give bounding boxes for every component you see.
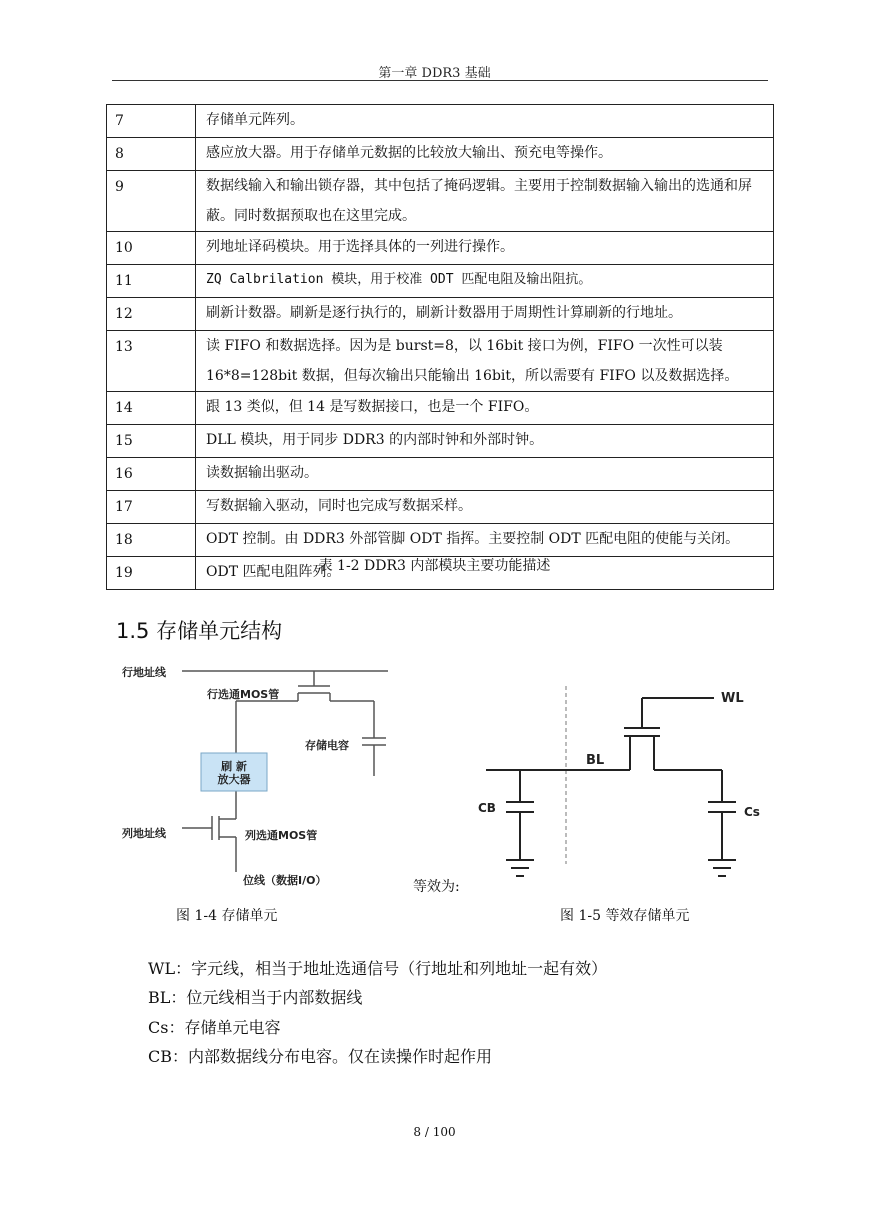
table-row [107, 105, 774, 138]
row-number: 15 [107, 425, 196, 458]
table-caption: 表 1-2 DDR3 内部模块主要功能描述 [318, 558, 551, 574]
equivalent-label: 等效为: [413, 879, 460, 895]
row-description: 写数据输入驱动，同时也完成写数据采样。 [196, 491, 774, 524]
row-number: 16 [107, 458, 196, 491]
table-row [107, 491, 774, 524]
row-description: DLL 模块，用于同步 DDR3 的内部时钟和外部时钟。 [196, 425, 774, 458]
table-row [107, 392, 774, 425]
table-row [107, 232, 774, 265]
row-description: 跟 13 类似，但 14 是写数据接口，也是一个 FIFO。 [196, 392, 774, 425]
bl-label: BL [586, 753, 605, 768]
row-description: 刷新计数器。刷新是逐行执行的，刷新计数器用于周期性计算刷新的行地址。 [196, 298, 774, 331]
row-number: 13 [107, 331, 196, 392]
column-address-line-label: 列地址线 [122, 827, 166, 840]
bit-line-label: 位线（数据I/O） [243, 874, 327, 887]
row-address-line-label: 行地址线 [122, 666, 166, 679]
row-number: 10 [107, 232, 196, 265]
table-row [107, 331, 774, 392]
row-description: ODT 控制。由 DDR3 外部管脚 ODT 指挥。主要控制 ODT 匹配电阻的使能与关闭。 [196, 524, 774, 557]
table-row [107, 458, 774, 491]
cb-label: CB [478, 801, 496, 815]
row-description: 感应放大器。用于存储单元数据的比较放大输出、预充电等操作。 [196, 138, 774, 171]
row-select-mos-label: 行选通MOS管 [207, 688, 280, 701]
figure-caption-right: 图 1-5 等效存储单元 [560, 908, 690, 924]
row-number: 9 [107, 171, 196, 232]
table-row [107, 138, 774, 171]
equivalent-cell-schematic [486, 698, 736, 876]
row-description: 列地址译码模块。用于选择具体的一列进行操作。 [196, 232, 774, 265]
section-title: 1.5 存储单元结构 [116, 619, 283, 643]
refresh-amp-label-line1: 刷 新 [221, 760, 247, 773]
running-header: 第一章 DDR3 基础 [378, 66, 491, 81]
note-bl: BL：位元线相当于内部数据线 [148, 988, 363, 1007]
note-cs: Cs：存储单元电容 [148, 1018, 281, 1037]
row-number: 17 [107, 491, 196, 524]
row-number: 14 [107, 392, 196, 425]
refresh-amp-label-line2: 放大器 [217, 773, 251, 786]
cs-label: Cs [744, 805, 760, 819]
row-number: 11 [107, 265, 196, 298]
row-number: 18 [107, 524, 196, 557]
header-rule [112, 80, 768, 81]
row-number: 7 [107, 105, 196, 138]
table-row [107, 425, 774, 458]
wl-label: WL [721, 691, 744, 706]
row-description: 数据线输入和输出锁存器，其中包括了掩码逻辑。主要用于控制数据输入输出的选通和屏蔽。同时数据预取也在这里完成。 [196, 171, 774, 232]
row-description: 读 FIFO 和数据选择。因为是 burst=8，以 16bit 接口为例，FIFO 一次性可以装16*8=128bit 数据，但每次输出只能输出 16bit，所以需要有 FIFO 以及数据选择。 [196, 331, 774, 392]
row-description: ODT 匹配电阻阵列。 [196, 557, 774, 590]
note-wl: WL：字元线，相当于地址选通信号（行地址和列地址一起有效） [148, 959, 608, 978]
row-description: ZQ Calbrilation 模块，用于校准 ODT 匹配电阻及输出阻抗。 [196, 265, 774, 298]
row-description: 读数据输出驱动。 [196, 458, 774, 491]
table-row [107, 298, 774, 331]
row-number: 8 [107, 138, 196, 171]
table-row [107, 265, 774, 298]
column-select-mos-label: 列选通MOS管 [245, 829, 318, 842]
row-number: 12 [107, 298, 196, 331]
row-description: 存储单元阵列。 [196, 105, 774, 138]
function-table [106, 104, 774, 590]
memory-cell-figures [0, 650, 869, 910]
page-number: 8 / 100 [413, 1125, 456, 1139]
table-row [107, 524, 774, 557]
table-row [107, 171, 774, 232]
figure-caption-left: 图 1-4 存储单元 [176, 908, 278, 924]
row-number: 19 [107, 557, 196, 590]
storage-capacitor-label: 存储电容 [305, 739, 349, 752]
note-cb: CB：内部数据线分布电容。仅在读操作时起作用 [148, 1047, 493, 1066]
